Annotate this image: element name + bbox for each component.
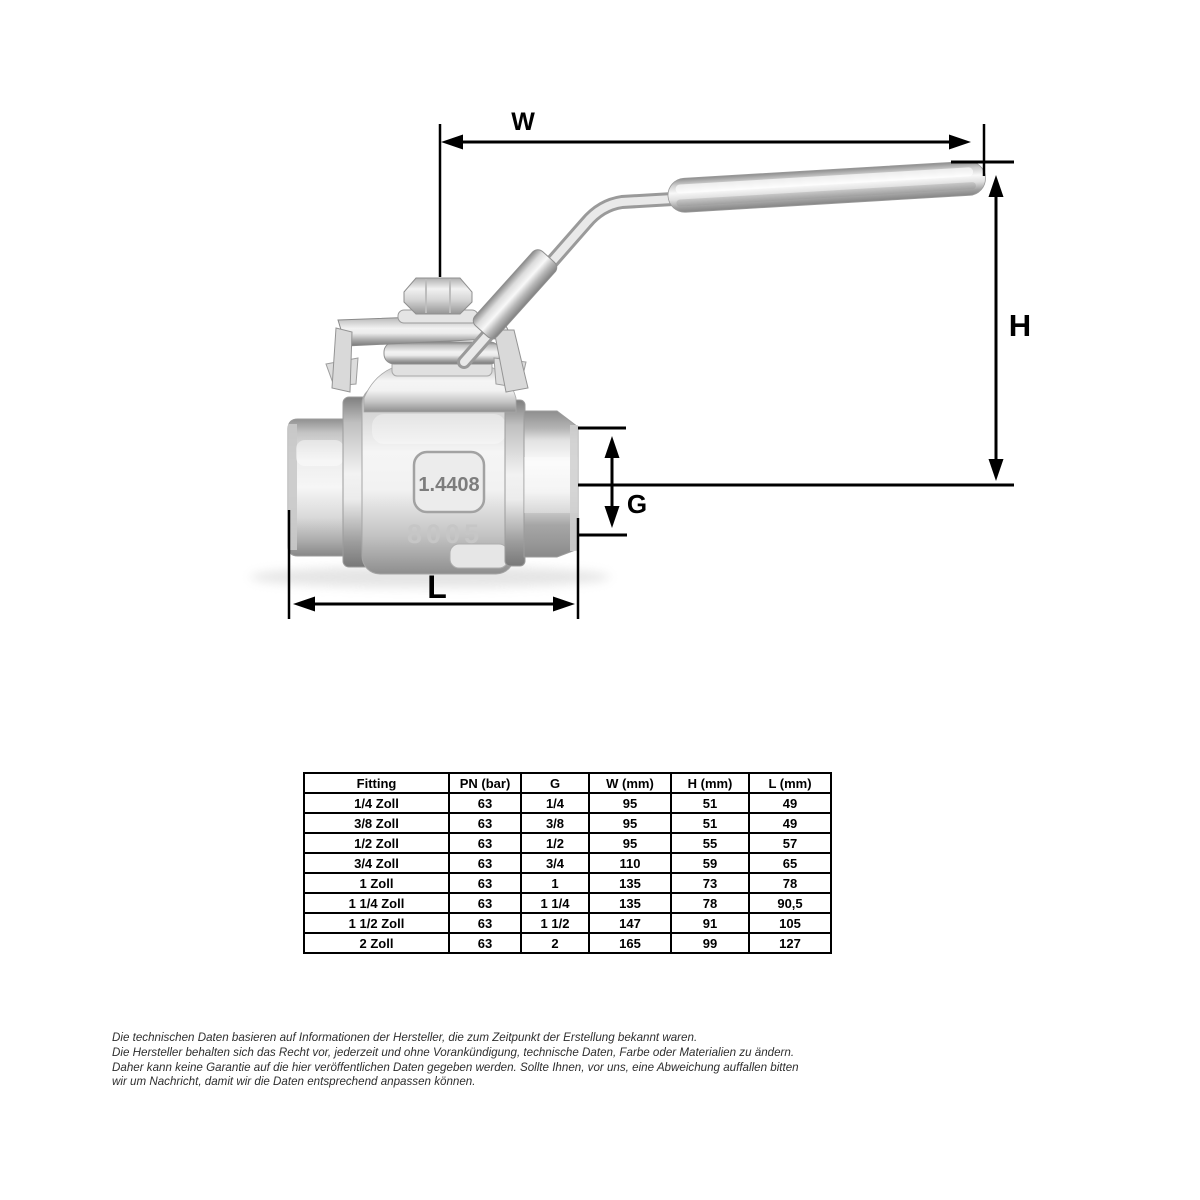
spec-column-header: PN (bar) [449,773,521,793]
table-cell: 65 [749,853,831,873]
table-cell: 91 [671,913,749,933]
table-cell: 73 [671,873,749,893]
table-cell: 2 Zoll [304,933,449,953]
table-cell: 59 [671,853,749,873]
dimension-l-label: L [427,569,447,605]
casting-code-text: 8005 [406,519,484,549]
spec-column-header: H (mm) [671,773,749,793]
table-cell: 63 [449,813,521,833]
table-cell: 147 [589,913,671,933]
spec-table-body [304,793,831,953]
table-cell: 135 [589,873,671,893]
table-cell: 63 [449,893,521,913]
spec-column-header: G [521,773,589,793]
table-cell: 165 [589,933,671,953]
dimension-h [578,175,1031,485]
table-cell: 78 [749,873,831,893]
table-cell: 1/4 [521,793,589,813]
disclaimer-line: Die Hersteller behalten sich das Recht vor, jederzeit und ohne Vorankündigung, technische Daten, Farbe oder Materialien zu ändern. [112,1045,795,1059]
table-row [304,813,831,833]
table-row [304,873,831,893]
dimension-w-label: W [511,108,535,136]
valve-body [288,386,578,574]
table-cell: 95 [589,833,671,853]
table-cell: 63 [449,933,521,953]
dimension-h-label: H [1008,308,1032,343]
table-cell: 57 [749,833,831,853]
table-cell: 49 [749,793,831,813]
spec-column-header: W (mm) [589,773,671,793]
table-cell: 1/2 Zoll [304,833,449,853]
handle-lock-sleeve [470,247,559,341]
table-cell: 51 [671,793,749,813]
table-cell: 3/8 Zoll [304,813,449,833]
table-cell: 1/2 [521,833,589,853]
table-cell: 1 [521,873,589,893]
table-cell: 63 [449,913,521,933]
material-stamp [414,452,484,512]
table-cell: 1 1/4 [521,893,589,913]
table-cell: 1 1/4 Zoll [304,893,449,913]
disclaimer-text [112,1031,872,1090]
table-cell: 110 [589,853,671,873]
ball-valve-illustration [250,160,986,588]
table-cell: 1/4 Zoll [304,793,449,813]
table-cell: 1 1/2 [521,913,589,933]
dimension-g [578,428,647,535]
table-cell: 3/4 [521,853,589,873]
table-row [304,833,831,853]
stem-nut [404,278,472,314]
table-cell: 63 [449,873,521,893]
table-cell: 95 [589,813,671,833]
table-cell: 3/8 [521,813,589,833]
spec-table-section [303,772,832,954]
table-cell: 90,5 [749,893,831,913]
table-cell: 55 [671,833,749,853]
table-cell: 78 [671,893,749,913]
disclaimer-line: Die technischen Daten basieren auf Informationen der Hersteller, die zum Zeitpunkt der Erstellung bekannt waren. [112,1031,698,1044]
table-cell: 3/4 Zoll [304,853,449,873]
disclaimer-line: wir um Nachricht, damit wir die Daten entsprechend anpassen können. [112,1075,476,1089]
table-cell: 63 [449,793,521,813]
spec-table-header-row [304,773,831,793]
table-row [304,933,831,953]
table-row [304,913,831,933]
table-row [304,893,831,913]
table-cell: 1 Zoll [304,873,449,893]
dimension-g-label: G [626,489,648,519]
table-cell: 63 [449,833,521,853]
disclaimer-line: Daher kann keine Garantie auf die hier veröffentlichen Daten gegeben werden. Sollte Ihnen, vor uns, eine Abweichung auffallen bitten [112,1060,799,1074]
table-cell: 135 [589,893,671,913]
table-cell: 49 [749,813,831,833]
material-grade-text: 1.4408 [418,474,480,496]
table-cell: 95 [589,793,671,813]
table-cell: 1 1/2 Zoll [304,913,449,933]
spec-column-header: Fitting [304,773,449,793]
table-row [304,793,831,813]
table-cell: 127 [749,933,831,953]
spec-column-header: L (mm) [749,773,831,793]
table-cell: 2 [521,933,589,953]
table-cell: 51 [671,813,749,833]
table-row [304,853,831,873]
table-cell: 99 [671,933,749,953]
table-cell: 63 [449,853,521,873]
spec-table [303,772,832,954]
valve-handle [464,160,986,362]
table-cell: 105 [749,913,831,933]
